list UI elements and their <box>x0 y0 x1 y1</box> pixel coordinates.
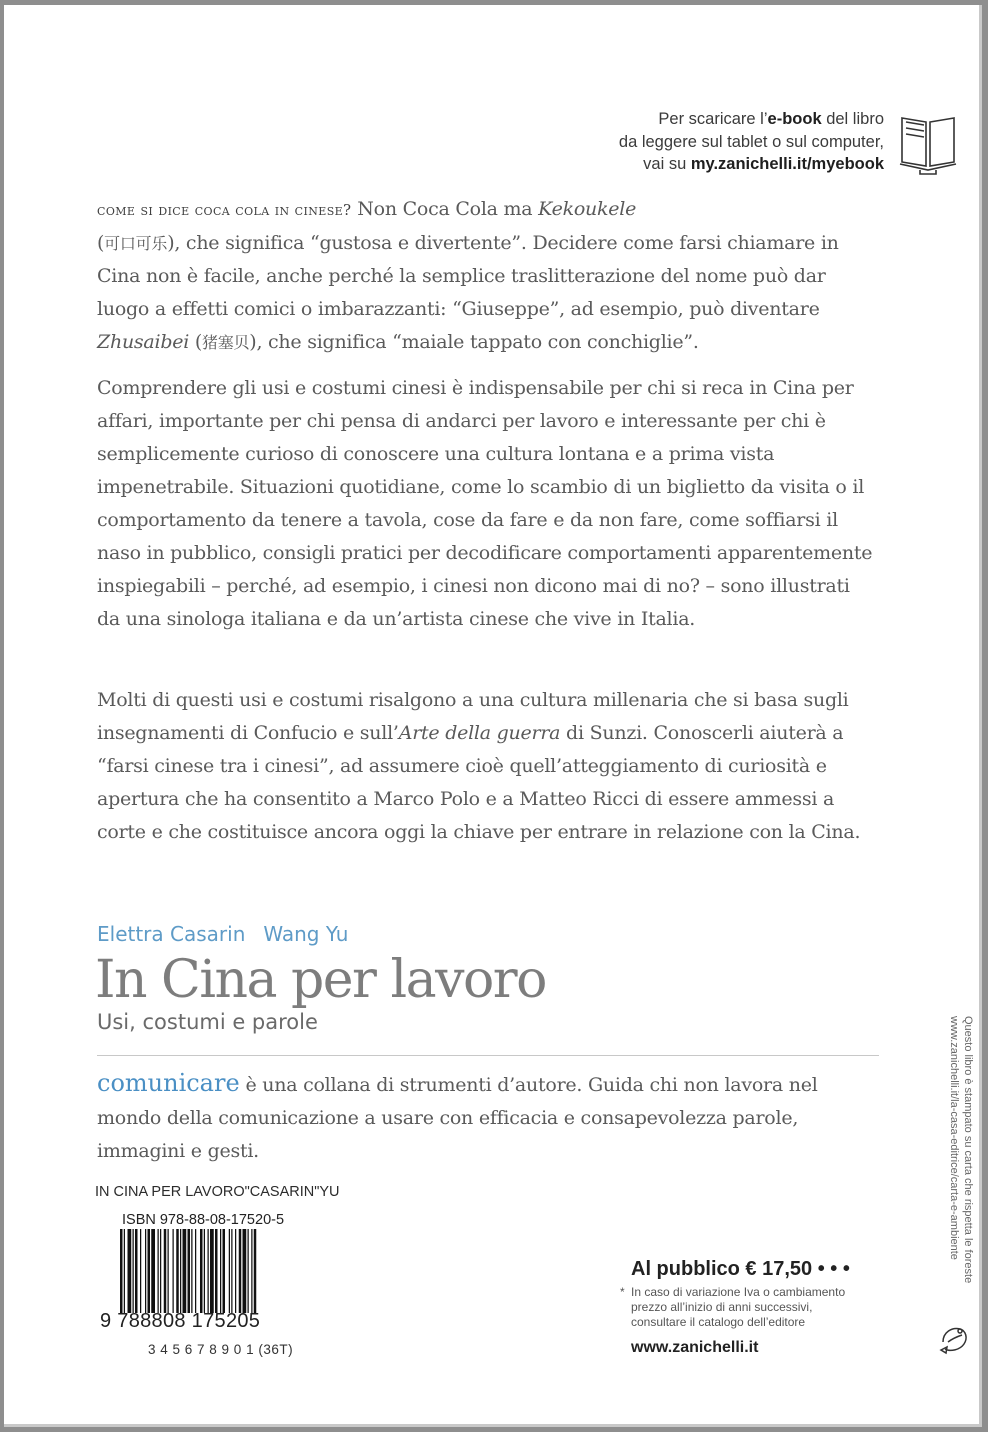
barcode-bar <box>160 1229 161 1313</box>
divider <box>97 1055 879 1056</box>
barcode-bar <box>248 1229 249 1313</box>
blurb-name: Zhusaibei <box>97 331 190 353</box>
ebook-notice <box>524 108 884 176</box>
blurb-text: ( <box>189 331 203 353</box>
ebook-link[interactable]: my.zanichelli.it/myebook <box>690 155 884 173</box>
book-title: In Cina per lavoro <box>95 950 546 1010</box>
barcode-bar <box>195 1229 196 1313</box>
barcode-bar <box>133 1229 134 1313</box>
barcode-bar <box>128 1229 132 1313</box>
barcode-bar <box>200 1229 203 1313</box>
barcode-bar <box>231 1229 232 1313</box>
ebook-keyword: e-book <box>767 110 822 128</box>
isbn: ISBN 978-88-08-17520-5 <box>122 1212 285 1228</box>
barcode-bar <box>210 1229 214 1313</box>
price: Al pubblico € 17,50 • • • <box>631 1258 850 1280</box>
barcode-bar <box>168 1229 169 1313</box>
barcode-bar <box>235 1229 236 1313</box>
blurb-paragraph-3 <box>97 684 877 849</box>
barcode-bar <box>180 1229 181 1313</box>
blurb-text: ), che significa “gustosa e divertente”. Decidere come farsi chiamare in Cina non è facile, anche perché la semplice traslitterazione del nome può dar luogo a effetti comici o imbarazzanti: “Giuseppe”, ad esempio, può diventare <box>97 232 839 320</box>
print-code: 3 4 5 6 7 8 9 0 1 (36T) <box>148 1342 294 1357</box>
barcode-bar <box>204 1229 205 1313</box>
note-line: prezzo all’inizio di anni successivi, <box>631 1300 813 1314</box>
note-star: * <box>620 1285 625 1299</box>
barcode-bar <box>120 1229 123 1313</box>
barcode-bar <box>173 1229 174 1313</box>
barcode-bar <box>145 1229 146 1313</box>
blurb-text: Molti di questi usi e costumi risalgono a una cultura millenaria che si basa sugli insegnamenti di Confucio e sull’ <box>97 689 849 744</box>
blurb-text: ( <box>97 232 105 254</box>
book-subtitle: Usi, costumi e parole <box>97 1010 318 1034</box>
series-name: comunicare <box>97 1069 240 1097</box>
blurb-paragraph-2: Comprendere gli usi e costumi cinesi è indispensabile per chi si reca in Cina per affari, importante per chi pensa di andarci per lavoro e interessante per chi è semplicemente curioso di conoscere una cultura lontana e a prima vista impenetrabile. Situazioni quotidiane, come lo scambio di un biglietto da visita o il comportamento da tenere a tavola, cose da fare e da non fare, come soffiarsi il naso in pubblico, consigli pratici per decodificare comportamenti apparentemente inspiegabili – perché, ad esempio, i cinesi non dicono mai di no? – sono illustrati da una sinologa italiana e da un’artista cinese che vive in Italia. <box>97 377 873 630</box>
barcode-bar <box>254 1229 257 1313</box>
author-1: Elettra Casarin <box>97 922 246 946</box>
barcode-bar <box>191 1229 192 1313</box>
barcode-bar <box>243 1229 247 1313</box>
barcode-bar <box>135 1229 138 1313</box>
barcode-bar <box>164 1229 167 1313</box>
barcode-bar <box>148 1229 151 1313</box>
ebook-text: da leggere sul tablet o sul computer, <box>618 132 884 151</box>
ean-number: 9 788808 175205 <box>100 1310 261 1332</box>
blurb-text: di Sunzi. Conoscerli aiuterà a “farsi cinese tra i cinesi”, ad assumere cioè quell’atteggiamento di curiosità e apertura che ha consentito a Marco Polo e a Matteo Ricci di essere ammessi a corte e che costituisce ancora oggi la chiave per entrare in relazione con la Cina. <box>97 722 861 843</box>
barcode-bar <box>223 1229 226 1313</box>
barcode-bar <box>215 1229 218 1313</box>
note-line: consultare il catalogo dell’editore <box>631 1315 806 1329</box>
barcode-bar <box>220 1229 221 1313</box>
series-description <box>97 1067 877 1168</box>
ebook-text: vai su <box>643 155 691 173</box>
side-note-line: Questo libro è stampato su carta che rispetta le foreste <box>962 1016 974 1284</box>
barcode-bar <box>239 1229 242 1313</box>
open-book-icon <box>898 108 958 176</box>
publisher-website[interactable]: www.zanichelli.it <box>631 1339 759 1356</box>
blurb-hanzi: 猪塞贝 <box>202 333 250 352</box>
blurb-brand: Kekoukele <box>538 198 637 220</box>
authors <box>97 922 366 946</box>
author-2: Wang Yu <box>263 922 349 946</box>
blurb-text: ), che significa “maiale tappato con conchiglie”. <box>249 331 699 353</box>
barcode-label: IN CINA PER LAVORO"CASARIN"YU <box>95 1184 340 1200</box>
barcode-bar <box>183 1229 187 1313</box>
series-text: è una collana di strumenti d’autore. Guida chi non lavora nel mondo della comunicazione a usare con efficacia e consapevolezza parole, immagini e gesti. <box>97 1074 818 1162</box>
price-note <box>620 1285 890 1330</box>
side-note <box>945 1016 975 1316</box>
side-note-line[interactable]: www.zanichelli.it/la-casa-editrice/carta-e-ambiente <box>948 1016 960 1260</box>
blurb-text: Non Coca Cola ma <box>351 198 539 220</box>
barcode-bar <box>188 1229 191 1313</box>
blurb-lead: come si dice coca cola in cinese? <box>97 201 352 219</box>
barcode-bar <box>124 1229 125 1313</box>
barcode-bar <box>208 1229 209 1313</box>
blurb-paragraph-1 <box>97 193 877 359</box>
barcode-bar <box>158 1229 159 1313</box>
barcode-bar <box>251 1229 252 1313</box>
barcode-bar <box>229 1229 230 1313</box>
eco-paper-icon <box>938 1322 972 1356</box>
barcode-bar <box>176 1229 179 1313</box>
barcode-bar <box>140 1229 141 1313</box>
note-line: In caso di variazione Iva o cambiamento <box>631 1285 846 1299</box>
ebook-text: del libro <box>821 110 884 128</box>
barcode-bar <box>151 1229 155 1313</box>
blurb-work-title: Arte della guerra <box>398 722 561 744</box>
barcode-bars <box>120 1229 308 1313</box>
blurb-hanzi: 可口可乐 <box>104 234 168 253</box>
ebook-text: Per scaricare l’ <box>658 110 768 128</box>
